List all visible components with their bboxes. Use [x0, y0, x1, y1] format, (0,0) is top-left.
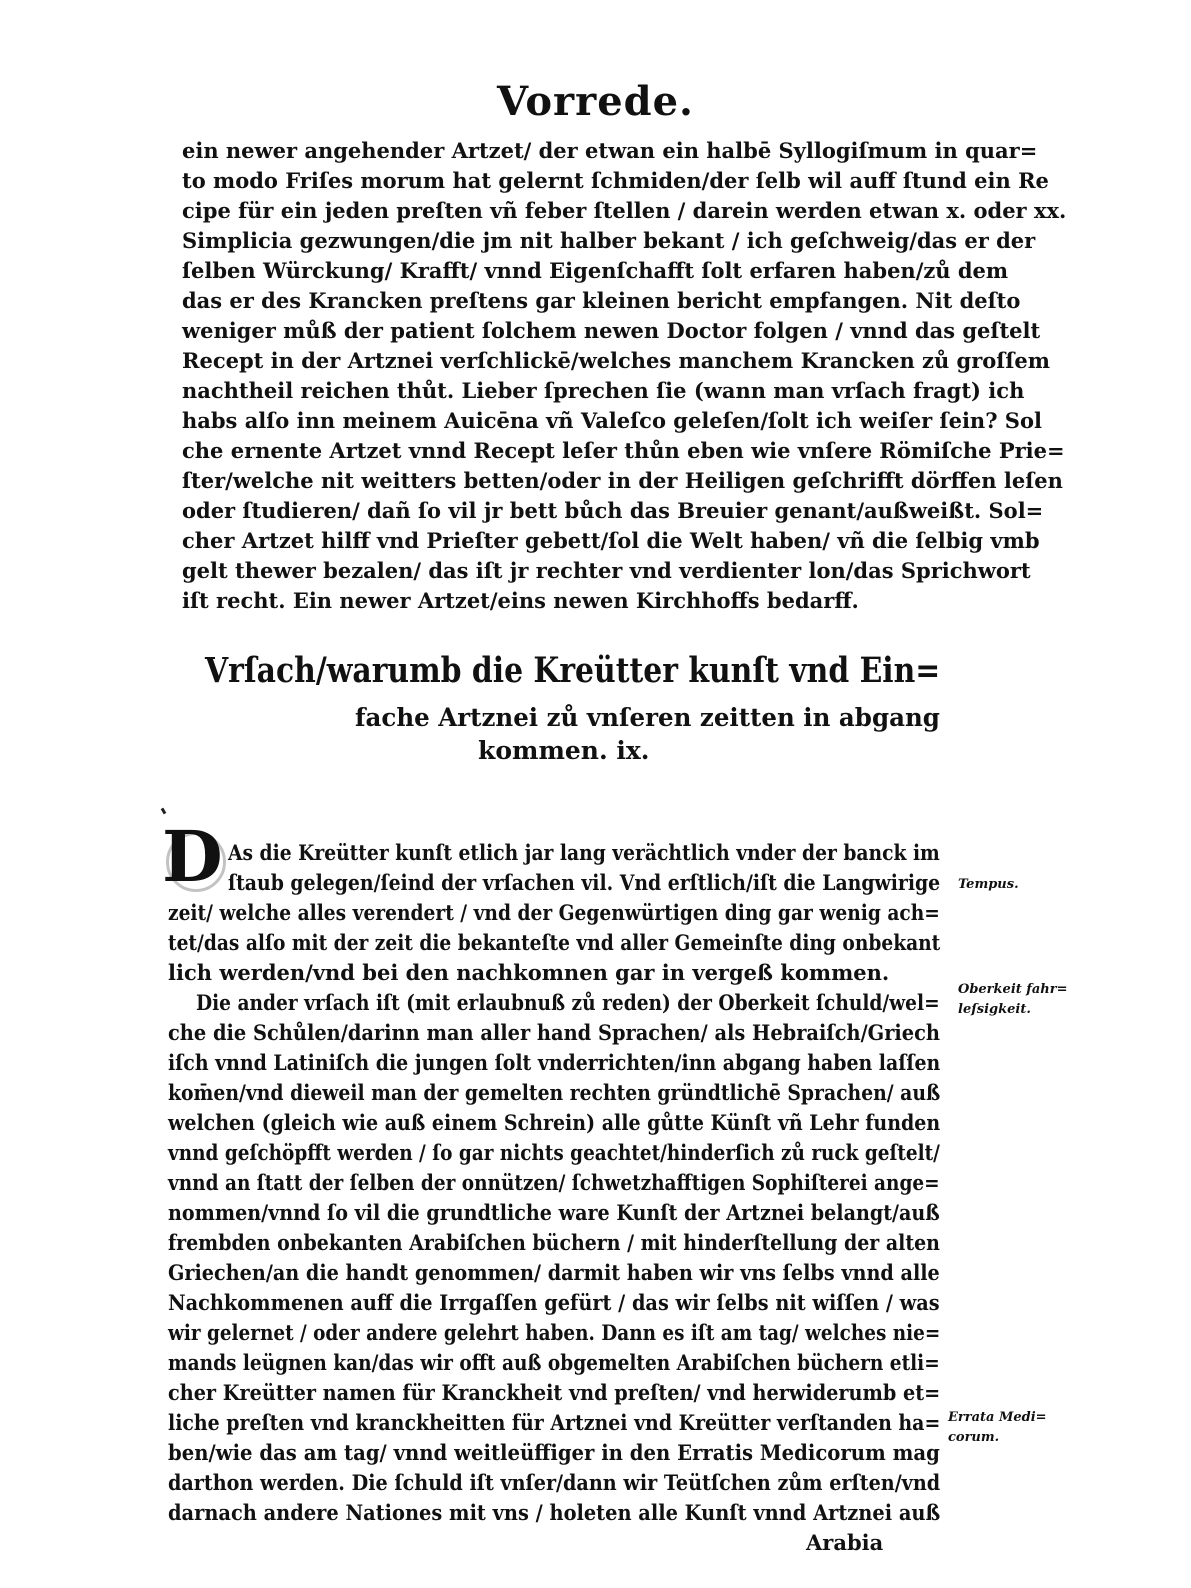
catchword: Arabia: [806, 1530, 884, 1555]
margin-note-tempus: Tempus.: [958, 877, 1019, 892]
text-line: weniger můß der patient ſolchem newen Doctor folgen / vnnd das geſtelt: [182, 318, 1041, 343]
text-line: iſt recht. Ein newer Artzet/eins newen Kirchhoffs bedarff.: [182, 588, 859, 613]
chapter-heading-line: kommen. ix.: [478, 736, 650, 765]
text-line: habs alſo inn meinem Auicēna vñ Valeſco geleſen/ſolt ich weiſer ſein? Sol: [182, 408, 1042, 433]
text-line: vnnd an ſtatt der ſelben der onnützen/ ſchwetzhafftigen Sophiſterei ange=: [168, 1170, 940, 1195]
text-line: frembden onbekanten Arabiſchen büchern / mit hinderſtellung der alten: [168, 1230, 940, 1255]
text-line: ſter/welche nit weitters betten/oder in der Heiligen geſchrifft dörffen leſen: [182, 468, 1063, 493]
text-line: zeit/ welche alles verendert / vnd der Gegenwürtigen ding gar wenig ach=: [168, 900, 940, 925]
text-line: darnach andere Nationes mit vns / holeten alle Kunſt vnnd Artznei auß: [168, 1500, 941, 1525]
text-line: oder ſtudieren/ dañ ſo vil jr bett bůch das Breuier genant/außweißt. Sol=: [182, 498, 1044, 523]
text-line: ben/wie das am tag/ vnnd weitleüffiger in den Erratis Medicorum mag: [168, 1440, 940, 1465]
chapter-heading-line: Vrſach/warumb die Kreütter kunſt vnd Ein=: [205, 650, 941, 691]
ink-speck: [161, 808, 167, 815]
text-line: liche preſten vnd kranckheitten für Artznei vnd Kreütter verſtanden ha=: [168, 1410, 941, 1435]
chapter-heading-line: fache Artznei zů vnſeren zeitten in abgang: [355, 703, 940, 732]
text-line: cher Kreütter namen für Kranckheit vnd preſten/ vnd herwiderumb et=: [168, 1380, 941, 1405]
margin-note-line: leſsigkeit.: [958, 1002, 1031, 1017]
running-head: Vorrede.: [497, 78, 694, 125]
text-line: Simplicia gezwungen/die jm nit halber bekant / ich geſchweig/das er der: [182, 228, 1036, 253]
text-line: welchen (gleich wie auß einem Schrein) alle gůtte Künſt vñ Lehr funden: [168, 1110, 941, 1135]
text-line: cher Artzet hilff vnd Prieſter gebett/ſol die Welt haben/ vñ die ſelbig vmb: [182, 528, 1040, 553]
text-line: cipe für ein jeden preſten vñ feber ſtellen / darein werden etwan x. oder xx.: [182, 198, 1067, 223]
text-line: das er des Krancken preſtens gar kleinen bericht empfangen. Nit deſto: [182, 288, 1021, 313]
text-line: Die ander vrſach iſt (mit erlaubnuß zů reden) der Oberkeit ſchuld/wel=: [196, 990, 940, 1015]
text-line: wir gelernet / oder andere gelehrt haben. Dann es iſt am tag/ welches nie=: [168, 1320, 941, 1345]
text-line: iſch vnnd Latiniſch die jungen ſolt vnderrichten/inn abgang haben laſſen: [168, 1050, 941, 1075]
text-line: Nachkommenen auff die Irrgaſſen gefürt / das wir ſelbs nit wiſſen / was: [168, 1290, 940, 1315]
text-line: vnnd geſchöpfft werden / ſo gar nichts geachtet/hinderſich zů ruck geſtelt/: [168, 1140, 940, 1165]
text-line: mands leügnen kan/das wir offt auß obgemelten Arabiſchen büchern etli=: [168, 1350, 940, 1375]
text-line: kom̄en/vnd dieweil man der gemelten rechten gründtlichē Sprachen/ auß: [168, 1080, 941, 1105]
text-line: che die Schůlen/darinn man aller hand Sprachen/ als Hebraiſch/Griech: [168, 1020, 941, 1045]
text-line: tet/das alſo mit der zeit die bekanteſte vnd aller Gemeinſte ding onbekant: [168, 930, 941, 955]
margin-note-oberkeit: [958, 980, 1068, 1020]
text-line: nachtheil reichen thůt. Lieber ſprechen ſie (wann man vrſach fragt) ich: [182, 378, 1025, 403]
text-line: ſtaub gelegen/ſeind der vrſachen vil. Vnd erſtlich/iſt die Langwirige: [228, 870, 941, 895]
margin-note-line: Oberkeit fahr=: [958, 982, 1068, 997]
text-line: to modo Friſes morum hat gelernt ſchmiden/der ſelb wil auff ſtund ein Re: [182, 168, 1049, 193]
text-line: ein newer angehender Artzet/ der etwan ein halbē Syllogiſmum in quar=: [182, 138, 1038, 163]
text-line: ſelben Würckung/ Krafft/ vnnd Eigenſchafft ſolt erfaren haben/zů dem: [182, 258, 1009, 283]
margin-note-errata: [948, 1408, 1047, 1448]
text-line: darthon werden. Die ſchuld iſt vnſer/dann wir Teütſchen zům erſten/vnd: [168, 1470, 941, 1495]
drop-cap: D: [162, 815, 223, 898]
text-line: che ernente Artzet vnnd Recept leſer thůn eben wie vnſere Römiſche Prie=: [182, 438, 1065, 463]
text-line: Griechen/an die handt genommen/ darmit haben wir vns ſelbs vnnd alle: [168, 1260, 940, 1285]
text-line: Recept in der Artznei verſchlickē/welches manchem Krancken zů groſſem: [182, 348, 1050, 373]
text-line: gelt thewer bezalen/ das iſt jr rechter vnd verdienter lon/das Sprichwort: [182, 558, 1031, 583]
text-line: As die Kreütter kunſt etlich jar lang verächtlich vnder der banck im: [228, 840, 940, 865]
margin-note-line: corum.: [948, 1430, 1000, 1445]
margin-note-line: Errata Medi=: [948, 1410, 1047, 1425]
text-line: nommen/vnnd ſo vil die grundtliche ware Kunſt der Artznei belangt/auß: [168, 1200, 940, 1225]
text-line: lich werden/vnd bei den nachkomnen gar in vergeß kommen.: [168, 960, 890, 985]
